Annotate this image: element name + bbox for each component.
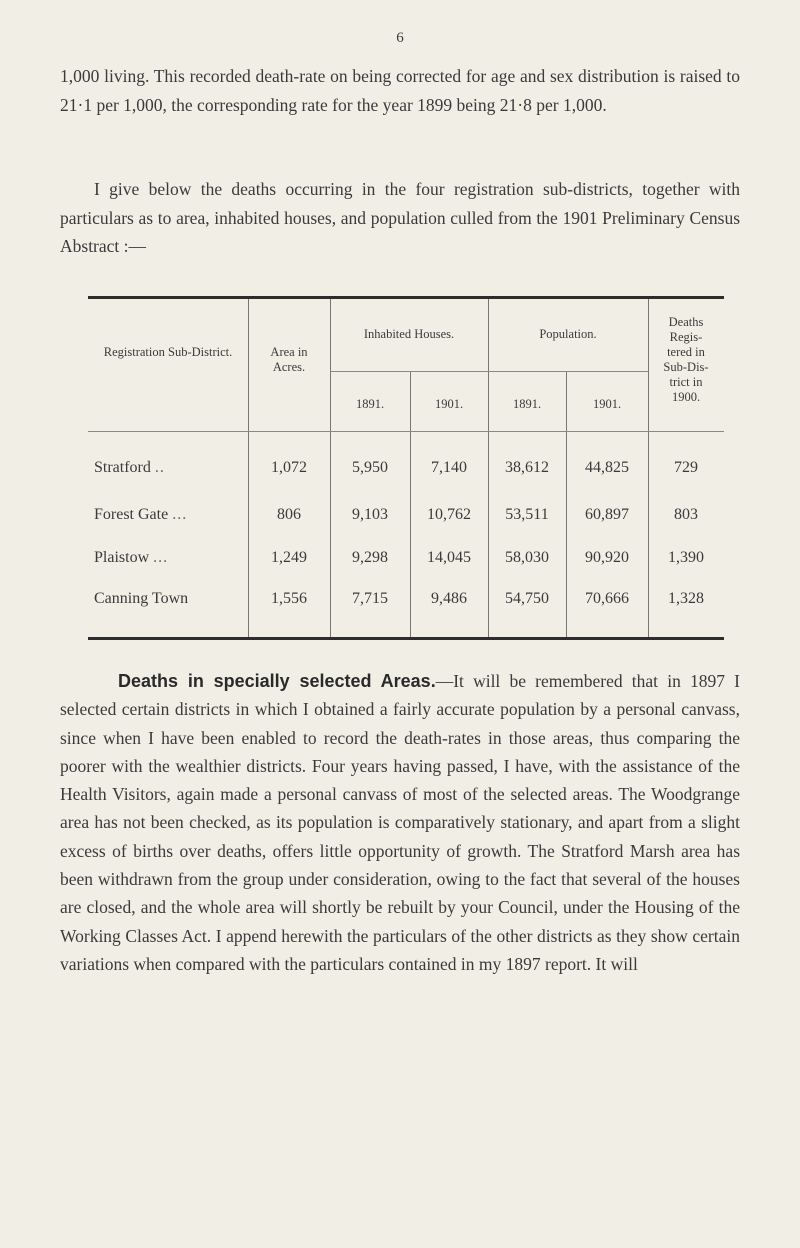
cell-deaths: 1,328 [668,590,704,607]
header-houses-1901: 1901. [434,397,464,411]
cell-houses-1901: 14,045 [427,549,471,566]
cell-houses-1901: 7,140 [431,459,467,476]
cell-pop-1901: 60,897 [585,506,629,523]
cell-deaths: 803 [674,506,698,523]
header-population: Population. [539,327,597,341]
cell-pop-1901: 44,825 [585,459,629,476]
table-row-label: Forest Gate ... [94,506,188,523]
cell-houses-1891: 5,950 [352,459,388,476]
cell-pop-1891: 54,750 [505,590,549,607]
cell-pop-1901: 90,920 [585,549,629,566]
header-district: Registration Sub-District. [103,345,233,359]
section-heading: Deaths in specially selected Areas. [118,671,436,691]
header-deaths: Deaths Regis- tered in Sub-Dis- trict in 1900. [663,315,709,404]
census-table [88,296,724,640]
cell-houses-1891: 7,715 [352,590,388,607]
header-population-1891: 1891. [512,397,542,411]
header-population-1901: 1901. [592,397,622,411]
cell-pop-1891: 58,030 [505,549,549,566]
cell-houses-1901: 10,762 [427,506,471,523]
header-area: Area in Acres. [270,345,308,374]
paragraph-selected-areas [60,667,740,978]
page-number: 6 [396,30,404,46]
cell-area: 1,249 [271,549,307,566]
cell-pop-1891: 38,612 [505,459,549,476]
cell-area: 1,072 [271,459,307,476]
cell-pop-1891: 53,511 [505,506,549,523]
paragraph-death-rate: 1,000 living. This recorded death-rate on being corrected for age and sex distribution is raised to 21·1 per 1,000, the corresponding rate for the year 1899 being 21·8 per 1,000. [60,66,740,115]
section-body: —It will be remembered that in 1897 I selected certain districts in which I obtained a fairly accurate population by a personal canvass, since when I have been enabled to record the death-rates in those areas, thus comparing the poorer with the wealthier districts. Four years having passed, I have, with the assistance of the Health Visitors, again made a personal canvass of most of the selected areas. The Woodgrange area has not been checked, as its population is comparatively stationary, and apart from a slight excess of births over deaths, offers little opportunity of growth. The Stratford Marsh area has been withdrawn from the group under consideration, owing to the fact that several of the houses are closed, and the whole area will shortly be rebuilt by your Council, under the Housing of the Working Classes Act. I append herewith the particulars of the other districts as they show certain variations when compared with the particulars contained in my 1897 report. It will [60,671,740,974]
cell-area: 1,556 [271,590,307,607]
table-row-label: Plaistow ... [94,549,169,566]
cell-houses-1891: 9,298 [352,549,388,566]
paragraph-intro-table: I give below the deaths occurring in the four registration sub-districts, together with particulars as to area, inhabited houses, and population culled from the 1901 Preliminary Census Abstract :— [60,179,740,256]
table-row-label: Canning Town [94,590,189,607]
table-row-label: Stratford .. [94,459,165,476]
cell-deaths: 1,390 [668,549,704,566]
cell-houses-1891: 9,103 [352,506,388,523]
cell-area: 806 [277,506,301,523]
cell-deaths: 729 [674,459,698,476]
header-inhabited-houses: Inhabited Houses. [363,327,455,341]
header-houses-1891: 1891. [355,397,385,411]
cell-pop-1901: 70,666 [585,590,629,607]
cell-houses-1901: 9,486 [431,590,467,607]
